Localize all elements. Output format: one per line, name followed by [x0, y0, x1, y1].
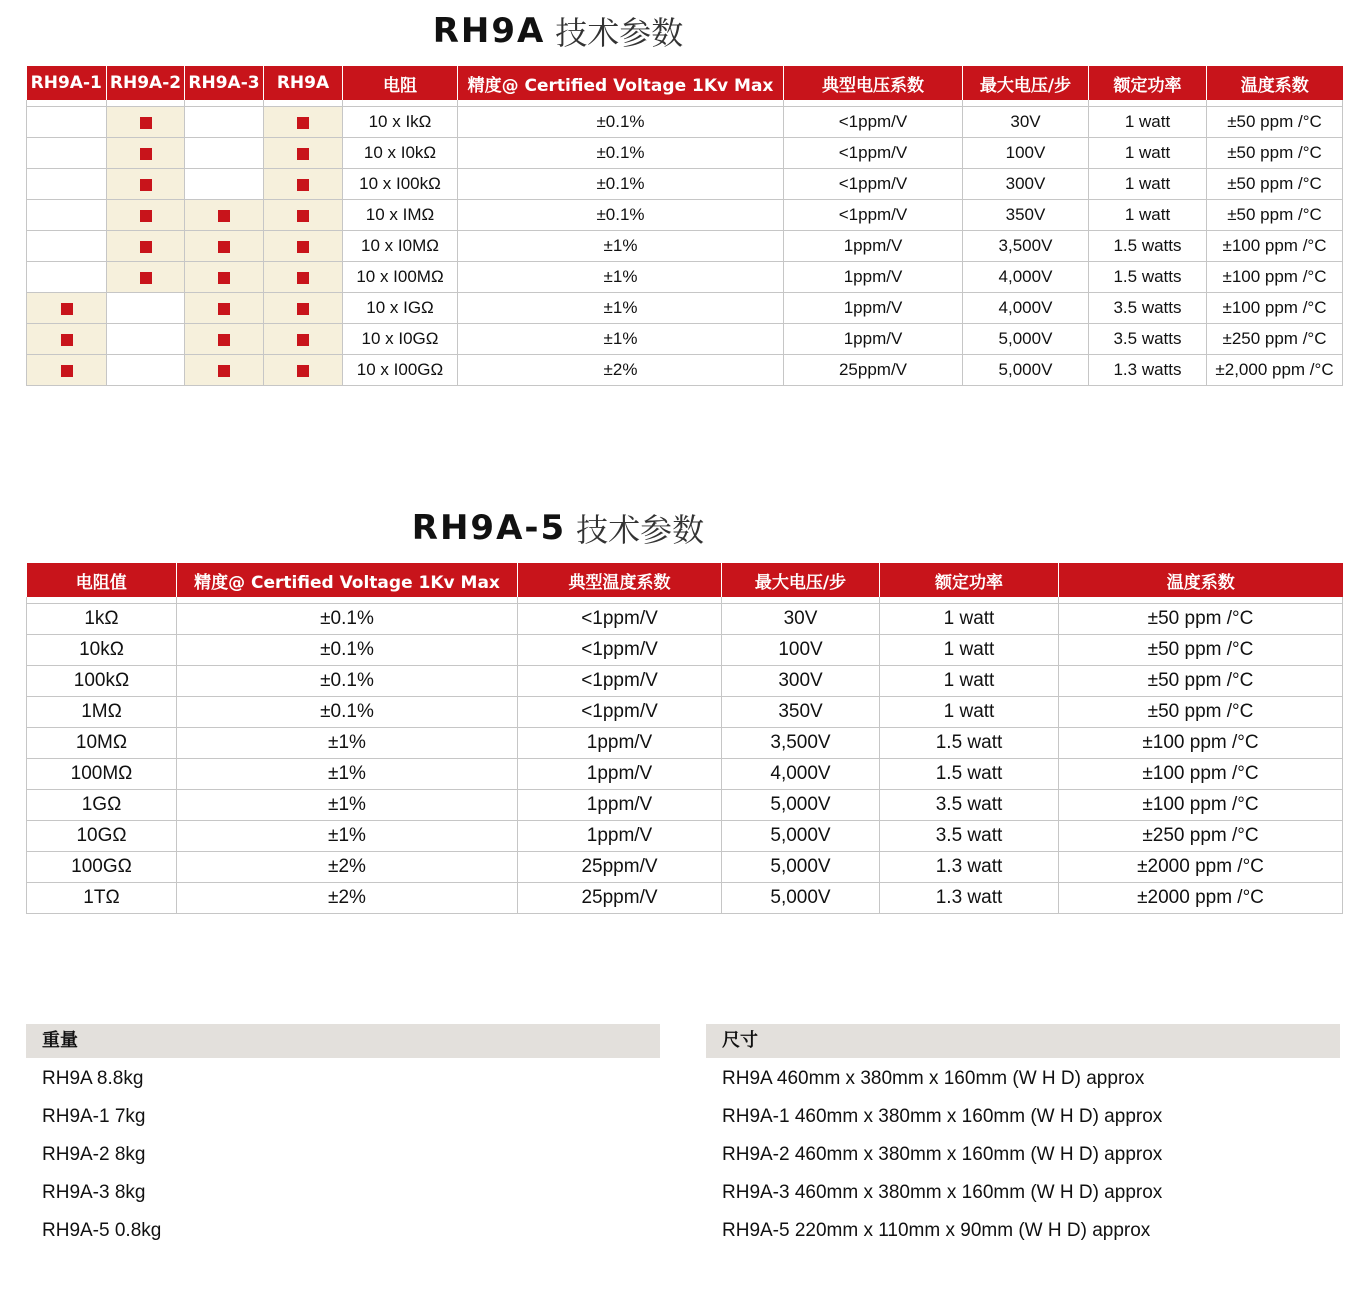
rh9a5-spec-table [26, 563, 1343, 914]
availability-marker [218, 210, 230, 222]
table-cell: 5,000V [722, 883, 880, 914]
column-header: 温度系数 [1207, 66, 1343, 100]
cell-accuracy: ±1% [458, 262, 784, 293]
cell-power: 1 watt [1089, 169, 1207, 200]
model-availability-cell [264, 293, 343, 324]
table-cell: 1 watt [880, 604, 1059, 635]
table-cell: 10kΩ [27, 635, 177, 666]
rh9a5-table-header [27, 563, 1343, 597]
model-availability-cell [27, 355, 107, 386]
model-availability-cell [264, 324, 343, 355]
cell-power: 3.5 watts [1089, 324, 1207, 355]
table-cell: ±50 ppm /°C [1059, 604, 1343, 635]
availability-marker [218, 303, 230, 315]
table-cell: 100GΩ [27, 852, 177, 883]
rh9a5-title [0, 505, 1236, 551]
column-header: 最大电压/步 [722, 563, 880, 597]
cell-resistance: 10 x IkΩ [343, 107, 458, 138]
cell-vmax: 300V [963, 169, 1089, 200]
table-row [27, 666, 1343, 697]
dimension-item: RH9A-1 460mm x 380mm x 160mm (W H D) approx [722, 1106, 1163, 1127]
cell-accuracy: ±1% [458, 231, 784, 262]
table-cell: 100kΩ [27, 666, 177, 697]
column-header: 精度@ Certified Voltage 1Kv Max [177, 563, 518, 597]
availability-marker [297, 303, 309, 315]
table-cell: 1kΩ [27, 604, 177, 635]
cell-tc: ±50 ppm /°C [1207, 169, 1343, 200]
table-row [27, 262, 1343, 293]
table-cell: 1.5 watt [880, 759, 1059, 790]
cell-resistance: 10 x I00MΩ [343, 262, 458, 293]
cell-resistance: 10 x I00kΩ [343, 169, 458, 200]
availability-marker [140, 241, 152, 253]
cell-tc: ±100 ppm /°C [1207, 231, 1343, 262]
model-availability-cell [185, 293, 264, 324]
table-row [27, 852, 1343, 883]
cell-vc: <1ppm/V [784, 169, 963, 200]
table-cell: 350V [722, 697, 880, 728]
table-cell: 1TΩ [27, 883, 177, 914]
model-availability-cell [185, 355, 264, 386]
table-row [27, 169, 1343, 200]
column-header: 精度@ Certified Voltage 1Kv Max [458, 66, 784, 100]
cell-vmax: 4,000V [963, 293, 1089, 324]
cell-vc: 1ppm/V [784, 262, 963, 293]
cell-tc: ±100 ppm /°C [1207, 293, 1343, 324]
cell-accuracy: ±0.1% [458, 200, 784, 231]
table-cell: ±50 ppm /°C [1059, 666, 1343, 697]
table-cell: <1ppm/V [518, 635, 722, 666]
model-availability-cell [107, 107, 185, 138]
dimensions-title: 尺寸 [706, 1024, 1340, 1058]
cell-resistance: 10 x IGΩ [343, 293, 458, 324]
cell-vmax: 5,000V [963, 324, 1089, 355]
column-header: 电阻值 [27, 563, 177, 597]
model-availability-cell [264, 355, 343, 386]
cell-accuracy: ±0.1% [458, 107, 784, 138]
cell-resistance: 10 x I00GΩ [343, 355, 458, 386]
cell-accuracy: ±1% [458, 324, 784, 355]
model-availability-cell [185, 138, 264, 169]
cell-accuracy: ±0.1% [458, 138, 784, 169]
cell-power: 1.5 watts [1089, 231, 1207, 262]
model-availability-cell [107, 200, 185, 231]
dimension-item: RH9A-2 460mm x 380mm x 160mm (W H D) approx [722, 1144, 1163, 1165]
model-availability-cell [107, 169, 185, 200]
model-availability-cell [27, 107, 107, 138]
rh9a5-title-subtitle: 技术参数 [576, 511, 705, 549]
availability-marker [218, 272, 230, 284]
column-header: 额定功率 [1089, 66, 1207, 100]
model-availability-cell [107, 231, 185, 262]
cell-resistance: 10 x I0MΩ [343, 231, 458, 262]
dimension-item: RH9A 460mm x 380mm x 160mm (W H D) approx [722, 1068, 1145, 1089]
table-cell: ±100 ppm /°C [1059, 790, 1343, 821]
table-cell: 1ppm/V [518, 728, 722, 759]
table-cell: 1ppm/V [518, 821, 722, 852]
model-availability-cell [264, 262, 343, 293]
rh9a-model-name: RH9A [432, 11, 546, 51]
model-availability-cell [264, 231, 343, 262]
model-availability-cell [107, 138, 185, 169]
column-header: 典型电压系数 [784, 66, 963, 100]
availability-marker [297, 148, 309, 160]
weight-panel [26, 1024, 660, 1250]
availability-marker [61, 365, 73, 377]
rh9a-table-header [27, 66, 1343, 100]
weight-item: RH9A-5 0.8kg [42, 1220, 162, 1241]
table-cell: 1.5 watt [880, 728, 1059, 759]
table-row [27, 604, 1343, 635]
cell-vc: <1ppm/V [784, 200, 963, 231]
column-header: RH9A-2 [107, 66, 185, 100]
availability-marker [218, 365, 230, 377]
table-cell: 25ppm/V [518, 852, 722, 883]
cell-power: 1 watt [1089, 138, 1207, 169]
model-availability-cell [27, 169, 107, 200]
model-availability-cell [264, 138, 343, 169]
table-cell: 300V [722, 666, 880, 697]
availability-marker [297, 272, 309, 284]
table-row [27, 231, 1343, 262]
cell-resistance: 10 x I0GΩ [343, 324, 458, 355]
model-availability-cell [185, 200, 264, 231]
table-cell: 3.5 watt [880, 790, 1059, 821]
cell-tc: ±2,000 ppm /°C [1207, 355, 1343, 386]
table-cell: 1ppm/V [518, 759, 722, 790]
model-availability-cell [107, 293, 185, 324]
availability-marker [297, 210, 309, 222]
cell-vc: 1ppm/V [784, 293, 963, 324]
model-availability-cell [264, 200, 343, 231]
cell-vmax: 100V [963, 138, 1089, 169]
weight-title: 重量 [26, 1024, 660, 1058]
table-cell: ±50 ppm /°C [1059, 697, 1343, 728]
availability-marker [61, 303, 73, 315]
table-cell: 100MΩ [27, 759, 177, 790]
rh9a-title [0, 8, 1236, 54]
table-row [27, 635, 1343, 666]
table-cell: 1MΩ [27, 697, 177, 728]
table-cell: ±0.1% [177, 604, 518, 635]
model-availability-cell [107, 262, 185, 293]
availability-marker [61, 334, 73, 346]
weight-item: RH9A-2 8kg [42, 1144, 146, 1165]
weight-item: RH9A-3 8kg [42, 1182, 146, 1203]
cell-power: 1.5 watts [1089, 262, 1207, 293]
cell-power: 1 watt [1089, 107, 1207, 138]
table-cell: ±1% [177, 821, 518, 852]
availability-marker [140, 272, 152, 284]
rh9a5-model-name: RH9A-5 [411, 508, 567, 548]
table-cell: ±2000 ppm /°C [1059, 852, 1343, 883]
cell-tc: ±50 ppm /°C [1207, 107, 1343, 138]
availability-marker [140, 148, 152, 160]
table-cell: ±2% [177, 883, 518, 914]
table-row [27, 790, 1343, 821]
availability-marker [297, 365, 309, 377]
dimensions-list [706, 1060, 1340, 1250]
cell-power: 3.5 watts [1089, 293, 1207, 324]
cell-vc: <1ppm/V [784, 107, 963, 138]
model-availability-cell [185, 169, 264, 200]
table-cell: 1.3 watt [880, 883, 1059, 914]
model-availability-cell [264, 169, 343, 200]
table-cell: ±0.1% [177, 697, 518, 728]
table-cell: <1ppm/V [518, 604, 722, 635]
table-row [27, 324, 1343, 355]
model-availability-cell [27, 262, 107, 293]
column-header: 典型温度系数 [518, 563, 722, 597]
table-cell: ±1% [177, 759, 518, 790]
cell-power: 1.3 watts [1089, 355, 1207, 386]
column-header: RH9A [264, 66, 343, 100]
weight-item: RH9A-1 7kg [42, 1106, 146, 1127]
cell-vmax: 350V [963, 200, 1089, 231]
availability-marker [140, 117, 152, 129]
column-header: 额定功率 [880, 563, 1059, 597]
availability-marker [297, 179, 309, 191]
rh9a-spec-table [26, 66, 1343, 386]
cell-vmax: 3,500V [963, 231, 1089, 262]
cell-tc: ±250 ppm /°C [1207, 324, 1343, 355]
table-cell: 1GΩ [27, 790, 177, 821]
model-availability-cell [27, 324, 107, 355]
cell-accuracy: ±1% [458, 293, 784, 324]
cell-vc: 1ppm/V [784, 231, 963, 262]
table-cell: 5,000V [722, 821, 880, 852]
cell-vc: 1ppm/V [784, 324, 963, 355]
column-header: RH9A-3 [185, 66, 264, 100]
table-row [27, 821, 1343, 852]
table-cell: 10MΩ [27, 728, 177, 759]
cell-power: 1 watt [1089, 200, 1207, 231]
table-cell: 5,000V [722, 852, 880, 883]
table-row [27, 107, 1343, 138]
cell-vmax: 30V [963, 107, 1089, 138]
model-availability-cell [185, 324, 264, 355]
table-cell: 30V [722, 604, 880, 635]
column-header: RH9A-1 [27, 66, 107, 100]
table-cell: ±1% [177, 790, 518, 821]
availability-marker [218, 241, 230, 253]
weight-list [26, 1060, 660, 1250]
dimension-item: RH9A-3 460mm x 380mm x 160mm (W H D) approx [722, 1182, 1163, 1203]
cell-vc: 25ppm/V [784, 355, 963, 386]
table-row [27, 759, 1343, 790]
table-row [27, 697, 1343, 728]
cell-tc: ±50 ppm /°C [1207, 200, 1343, 231]
table-cell: 1ppm/V [518, 790, 722, 821]
table-cell: 1 watt [880, 697, 1059, 728]
column-header: 最大电压/步 [963, 66, 1089, 100]
table-cell: <1ppm/V [518, 697, 722, 728]
rh9a-title-subtitle: 技术参数 [555, 14, 684, 52]
table-cell: 3.5 watt [880, 821, 1059, 852]
column-header: 电阻 [343, 66, 458, 100]
table-cell: ±50 ppm /°C [1059, 635, 1343, 666]
availability-marker [297, 117, 309, 129]
table-cell: 4,000V [722, 759, 880, 790]
dimension-item: RH9A-5 220mm x 110mm x 90mm (W H D) approx [722, 1220, 1151, 1241]
table-cell: ±250 ppm /°C [1059, 821, 1343, 852]
table-cell: ±0.1% [177, 635, 518, 666]
table-cell: ±1% [177, 728, 518, 759]
availability-marker [140, 179, 152, 191]
table-cell: 25ppm/V [518, 883, 722, 914]
table-cell: <1ppm/V [518, 666, 722, 697]
table-row [27, 355, 1343, 386]
table-cell: ±2% [177, 852, 518, 883]
table-cell: 3,500V [722, 728, 880, 759]
cell-vc: <1ppm/V [784, 138, 963, 169]
column-header: 温度系数 [1059, 563, 1343, 597]
model-availability-cell [185, 107, 264, 138]
table-row [27, 138, 1343, 169]
model-availability-cell [27, 138, 107, 169]
cell-tc: ±50 ppm /°C [1207, 138, 1343, 169]
model-availability-cell [27, 293, 107, 324]
cell-resistance: 10 x I0kΩ [343, 138, 458, 169]
availability-marker [218, 334, 230, 346]
table-cell: ±100 ppm /°C [1059, 759, 1343, 790]
table-row [27, 200, 1343, 231]
cell-accuracy: ±0.1% [458, 169, 784, 200]
availability-marker [297, 241, 309, 253]
table-cell: 100V [722, 635, 880, 666]
table-cell: 1.3 watt [880, 852, 1059, 883]
model-availability-cell [107, 355, 185, 386]
cell-vmax: 4,000V [963, 262, 1089, 293]
table-cell: 10GΩ [27, 821, 177, 852]
table-row [27, 293, 1343, 324]
cell-resistance: 10 x IMΩ [343, 200, 458, 231]
table-row [27, 883, 1343, 914]
cell-accuracy: ±2% [458, 355, 784, 386]
model-availability-cell [27, 200, 107, 231]
model-availability-cell [185, 231, 264, 262]
table-cell: 1 watt [880, 666, 1059, 697]
dimensions-panel [706, 1024, 1340, 1250]
table-cell: ±0.1% [177, 666, 518, 697]
table-cell: 1 watt [880, 635, 1059, 666]
table-row [27, 728, 1343, 759]
cell-vmax: 5,000V [963, 355, 1089, 386]
table-cell: 5,000V [722, 790, 880, 821]
cell-tc: ±100 ppm /°C [1207, 262, 1343, 293]
weight-item: RH9A 8.8kg [42, 1068, 144, 1089]
availability-marker [297, 334, 309, 346]
table-cell: ±2000 ppm /°C [1059, 883, 1343, 914]
model-availability-cell [107, 324, 185, 355]
table-cell: ±100 ppm /°C [1059, 728, 1343, 759]
availability-marker [140, 210, 152, 222]
model-availability-cell [27, 231, 107, 262]
model-availability-cell [264, 107, 343, 138]
model-availability-cell [185, 262, 264, 293]
